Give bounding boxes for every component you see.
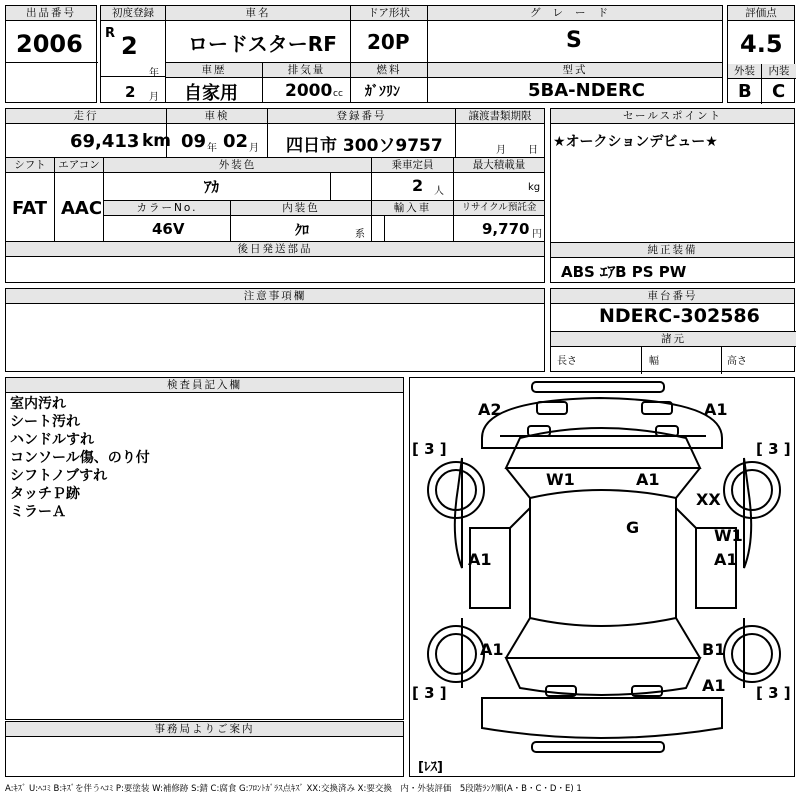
model-value: 5BA-NDERC <box>528 80 646 101</box>
inspector-notes <box>6 393 403 523</box>
colorno-label: カラーNo. <box>104 201 230 216</box>
legend: A:ｷｽﾞ U:ﾍｺﾐ B:ｷｽﾞを伴うﾍｺﾐ P:要塗装 W:補修跡 S:錆 C:腐食 G:ﾌﾛﾝﾄｶﾞﾗｽ点ｷｽﾞ XX:交換済み X:要交換 内・外装評価 5段階ﾗﾝｸ順(A・B・C・D・E) 1 <box>5 784 582 794</box>
history-box <box>165 62 263 103</box>
chassis-box <box>550 288 795 372</box>
lot-box <box>5 5 97 103</box>
car-outline <box>410 378 796 778</box>
damage-mark: G <box>626 518 640 537</box>
damage-mark: W1 <box>714 526 743 545</box>
parts-label: 後日発送部品 <box>6 242 544 257</box>
notes-box <box>5 288 545 372</box>
cap-value: 2 <box>412 176 424 195</box>
inspect-month: 02 <box>223 131 249 152</box>
recycle-label: リサイクル預託金 <box>454 201 544 216</box>
transfer-box <box>455 108 545 158</box>
dims-height: 高さ <box>727 356 747 367</box>
fuel-box <box>350 62 428 103</box>
ext-label: 外装 <box>728 64 762 79</box>
tire-bracket: [ 3 ] <box>412 684 447 702</box>
plate-box <box>267 108 456 158</box>
disp-label: 排気量 <box>263 63 350 78</box>
chassis-label: 車台番号 <box>551 289 794 304</box>
damage-mark: W1 <box>546 470 575 489</box>
score-label: 評価点 <box>728 6 794 21</box>
grade-label: グレード <box>428 6 722 21</box>
load-unit: kg <box>528 182 541 193</box>
damage-mark: B1 <box>702 640 726 659</box>
int-label: 内装 <box>762 64 796 79</box>
name-label: 車名 <box>166 6 350 21</box>
fuel-value: ｶﾞｿﾘﾝ <box>365 84 400 100</box>
month-unit: 月 <box>149 92 159 103</box>
ac-value: AAC <box>61 198 103 219</box>
shift-value: FAT <box>12 198 48 219</box>
inspect-box <box>166 108 268 158</box>
chassis-value: NDERC-302586 <box>599 305 760 327</box>
tire-bracket: [ 3 ] <box>756 684 791 702</box>
note-line: ハンドルすれ <box>10 432 94 448</box>
equip-value: ABS ｴｱB PS PW <box>561 263 687 281</box>
damage-mark: XX <box>696 490 721 509</box>
shift-box <box>5 157 55 242</box>
intcolor-label: 内装色 <box>231 201 371 216</box>
parts-box <box>5 241 545 283</box>
inspect-month-unit: 月 <box>249 143 259 154</box>
disp-box <box>262 62 351 103</box>
reg-label: 初度登録 <box>101 6 165 21</box>
disp-unit: cc <box>333 89 343 99</box>
colorno-value: 46V <box>152 220 185 238</box>
note-line: 室内汚れ <box>10 396 66 412</box>
intcolor-unit: 系 <box>355 229 365 240</box>
inspect-year: 09 <box>181 131 207 152</box>
lot-value: 2006 <box>16 30 83 58</box>
name-box <box>165 5 351 63</box>
ac-label: エアコン <box>55 158 103 173</box>
reg-month: 2 <box>125 83 136 101</box>
damage-mark: A2 <box>478 400 502 419</box>
office-box <box>5 721 404 777</box>
damage-mark: A1 <box>704 400 728 419</box>
grade-value: S <box>566 28 582 53</box>
damage-mark: A1 <box>480 640 504 659</box>
score-box <box>727 5 795 103</box>
color-box <box>103 157 372 201</box>
shift-label: シフト <box>6 158 54 173</box>
disp-value: 2000 <box>285 81 333 101</box>
sales-text: ★オークションデビュー★ <box>553 134 718 150</box>
lot-label: 出品番号 <box>6 6 96 21</box>
note-line: コンソール傷、のり付 <box>10 450 150 466</box>
damage-mark: A1 <box>468 550 492 569</box>
import-label: 輸入車 <box>372 201 453 216</box>
ext-value: B <box>738 81 752 102</box>
cap-box <box>371 157 454 201</box>
damage-mark: A1 <box>702 676 726 695</box>
tire-bracket: [ 3 ] <box>756 440 791 458</box>
dims-length: 長さ <box>557 356 577 367</box>
office-label: 事務局よりご案内 <box>6 722 403 737</box>
note-line: タッチＰ跡 <box>10 486 80 502</box>
mileage-unit: km <box>142 131 172 151</box>
note-line: ミラーＡ <box>10 504 66 520</box>
inspect-label: 車検 <box>167 109 267 124</box>
damage-mark: A1 <box>714 550 738 569</box>
model-label: 型式 <box>428 63 722 78</box>
mileage-value: 69,413 <box>70 131 140 152</box>
plate-label: 登録番号 <box>268 109 455 124</box>
damage-mark: A1 <box>636 470 660 489</box>
recycle-value: 9,770 <box>482 220 530 238</box>
transfer-day: 日 <box>528 145 538 156</box>
inspect-year-unit: 年 <box>207 143 217 154</box>
door-box <box>350 5 428 63</box>
door-value: 20P <box>367 30 410 54</box>
door-label: ドア形状 <box>351 6 427 21</box>
grade-box <box>427 5 723 63</box>
load-label: 最大積載量 <box>454 158 544 173</box>
sales-box <box>550 108 795 243</box>
notes-label: 注意事項欄 <box>6 289 544 304</box>
score-value: 4.5 <box>740 30 783 58</box>
note-line: シフトノブすれ <box>10 468 108 484</box>
model-box <box>427 62 723 103</box>
cap-label: 乗車定員 <box>372 158 453 173</box>
inspector-box <box>5 377 404 720</box>
dims-label: 諸元 <box>551 331 796 347</box>
equip-label: 純正装備 <box>551 243 794 258</box>
color-label: 外装色 <box>104 158 371 173</box>
mileage-label: 走行 <box>6 109 166 124</box>
dims-width: 幅 <box>649 356 659 367</box>
load-box <box>453 157 545 201</box>
intcolor-value: ｸﾛ <box>295 223 309 239</box>
import-box <box>371 200 454 242</box>
mileage-box <box>5 108 172 158</box>
transfer-label: 譲渡書類期限 <box>456 109 544 124</box>
name-value: ロードスターRF <box>188 32 337 56</box>
note-line: シート汚れ <box>10 414 80 430</box>
cap-unit: 人 <box>434 186 444 197</box>
ac-box <box>54 157 104 242</box>
fuel-label: 燃料 <box>351 63 427 78</box>
color-value: ｱｶ <box>204 178 220 196</box>
colorno-box <box>103 200 231 242</box>
int-value: C <box>772 81 786 102</box>
intcolor-box <box>230 200 372 242</box>
recycle-unit: 円 <box>532 229 542 240</box>
reg-year: 2 <box>121 32 138 60</box>
plate-value: 四日市 300ソ9757 <box>286 136 443 156</box>
equip-box <box>550 242 795 283</box>
recycle-box <box>453 200 545 242</box>
history-value: 自家用 <box>184 83 238 104</box>
inspector-label: 検査員記入欄 <box>6 378 403 393</box>
era: R <box>105 26 116 41</box>
spare-tire-less: [ﾚｽ] <box>418 760 443 775</box>
car-diagram <box>409 377 795 777</box>
transfer-month: 月 <box>496 145 506 156</box>
history-label: 車歴 <box>166 63 262 78</box>
sales-label: セールスポイント <box>551 109 794 124</box>
year-unit: 年 <box>149 68 159 79</box>
reg-box <box>100 5 166 103</box>
tire-bracket: [ 3 ] <box>412 440 447 458</box>
